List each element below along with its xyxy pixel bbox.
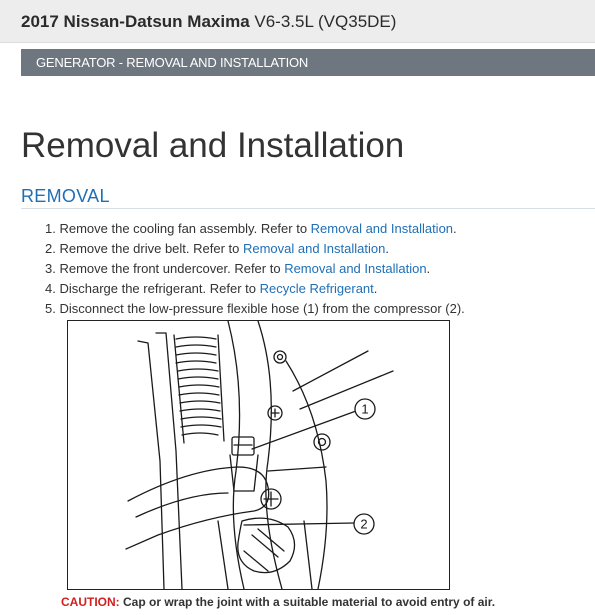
page-title: Removal and Installation [21,126,405,165]
vehicle-model: 2017 Nissan-Datsun Maxima [21,12,250,31]
section-bar: GENERATOR - REMOVAL AND INSTALLATION [21,49,595,76]
step-text: 1. Remove the cooling fan assembly. Refer to [45,221,311,236]
step-item [45,279,465,299]
step-text: 2. Remove the drive belt. Refer to [45,241,243,256]
step-suffix: . [426,261,431,276]
callout-1-label: 1 [361,401,369,417]
subsection-heading: REMOVAL [21,185,595,209]
callout-2-label: 2 [360,516,368,532]
step-link[interactable]: Removal and Installation [242,241,386,256]
caution-note [61,594,495,610]
step-link[interactable]: Recycle Refrigerant [259,281,374,296]
step-suffix: . [373,281,378,296]
step-item [45,299,465,319]
step-text: 5. Disconnect the low-pressure flexible hose (1) from the compressor (2). [45,301,465,316]
step-item [45,219,465,239]
callout-2 [354,514,374,534]
caution-label: CAUTION: [61,595,120,609]
vehicle-header [0,0,595,43]
step-text: 3. Remove the front undercover. Refer to [45,261,285,276]
step-suffix: . [453,221,457,236]
callout-1 [355,399,375,419]
line-drawing [68,321,449,589]
caution-text: Cap or wrap the joint with a suitable material to avoid entry of air. [119,595,496,609]
spring-coils [174,335,224,443]
vehicle-engine: V6-3.5L (VQ35DE) [254,12,397,31]
compressor-hose-figure [67,320,450,590]
step-suffix: . [385,241,389,256]
step-link[interactable]: Removal and Installation [310,221,454,236]
procedure-steps [45,219,465,319]
step-link[interactable]: Removal and Installation [284,261,427,276]
step-item [45,239,465,259]
step-item [45,259,465,279]
step-text: 4. Discharge the refrigerant. Refer to [45,281,260,296]
